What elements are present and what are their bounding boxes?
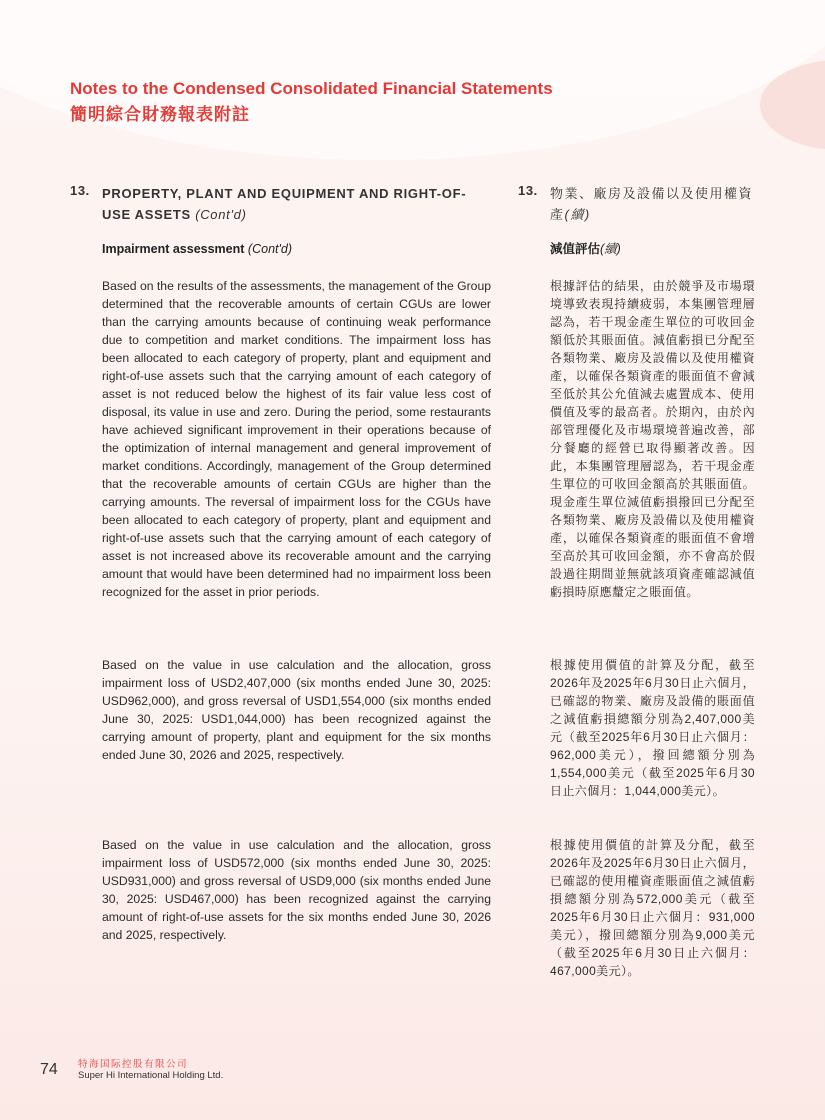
subsection-title-text: Impairment assessment <box>102 242 245 256</box>
paragraph-zh-2: 根據使用價值的計算及分配，截至2026年及2025年6月30日止六個月，已確認的物業、廠房及設備的賬面值之減值虧損總額分別為2,407,000美元（截至2025年6月30日止六個月：962,000美元），撥回總額分別為1,554,000美元（截至2025年6月30日止六個月：1,044,000美元）。 <box>550 658 755 798</box>
subsection-title <box>102 239 491 259</box>
section-number-zh: 13. <box>518 183 538 198</box>
paragraph-zh-1: 根據評估的結果，由於競爭及市場環境導致表現持續疲弱，本集團管理層認為，若干現金產生單位的可收回金額低於其賬面值。減值虧損已分配至各類物業、廠房及設備以及使用權資產，以確保各類資產的賬面值不會減至低於其公允值減去處置成本、使用價值及零的最高者。於期內，由於內部管理優化及市場環境普遍改善，部分餐廳的經營已取得顯著改善。因此，本集團管理層認為，若干現金產生單位的可收回金額高於其賬面值。現金產生單位減值虧損撥回已分配至各類物業、廠房及設備以及使用權資產，以確保各類資產的賬面值不會增至高於其可收回金額，亦不會高於假設過往期間並無就該項資產確認減值虧損時原應釐定之賬面值。 <box>550 279 755 599</box>
page-number: 74 <box>40 1061 58 1078</box>
page-title-zh: 簡明綜合財務報表附註 <box>70 105 250 124</box>
company-name-en: Super Hi International Holding Ltd. <box>78 1070 224 1081</box>
english-column <box>70 183 491 259</box>
subsection-title-zh-text: 減值評估 <box>550 242 601 256</box>
subsection-title-suffix: (Cont'd) <box>247 242 292 256</box>
section-title-suffix: (Cont'd) <box>195 207 247 222</box>
section-title-zh <box>550 183 755 225</box>
paragraph-en-1: Based on the results of the assessments, the management of the Group determined that the recoverable amounts of certain CGUs are lower than the carrying amounts because of continuing weak performance due to competition and market conditions. The impairment loss has been allocated to each category of property, plant and equipment and right-of-use assets such that the carrying amount of each category of asset is not reduced below the highest of its fair value less cost of disposal, its value in use and zero. During the period, some restaurants have achieved significant improvement in their operations because of the optimization of internal management and general improvement of market conditions. Accordingly, management of the Group determined that the recoverable amounts of certain CGUs are higher than the carrying amounts. The reversal of impairment loss for the CGUs have been allocated to each category of property, plant and equipment and right-of-use assets such that the carrying amount of each category of asset is not increased above its recoverable amount and the carrying amount that would have been determined had no impairment loss been recognized for the asset in prior periods. <box>102 279 491 599</box>
section-title-zh-suffix: (續) <box>564 207 591 222</box>
section-title-text: PROPERTY, PLANT AND EQUIPMENT AND RIGHT-OF-USE ASSETS <box>102 186 467 222</box>
page-header <box>70 78 553 128</box>
chinese-column <box>518 183 755 259</box>
page-title-en: Notes to the Condensed Consolidated Financial Statements <box>70 79 553 98</box>
subsection-title-zh <box>550 239 755 259</box>
subsection-title-zh-suffix: (續) <box>600 242 621 256</box>
paragraph-zh-3: 根據使用價值的計算及分配，截至2026年及2025年6月30日止六個月，已確認的使用權資產賬面值之減值虧損總額分別為572,000美元（截至2025年6月30日止六個月：931,000美元），撥回總額分別為9,000美元（截至2025年6月30日止六個月：467,000美元）。 <box>550 838 755 978</box>
paragraph-en-3: Based on the value in use calculation and the allocation, gross impairment loss of USD572,000 (six months ended June 30, 2025: USD931,000) and gross reversal of USD9,000 (six months ended June 30, 2025: USD467,000) has been recognized against the carrying amount of right-of-use assets for the six months ended June 30, 2026 and 2025, respectively. <box>102 838 491 942</box>
paragraph-en-2: Based on the value in use calculation and the allocation, gross impairment loss of USD2,407,000 (six months ended June 30, 2025: USD962,000), and gross reversal of USD1,554,000 (six months ended June 30, 2025: USD1,044,000) has been recognized against the carrying amount of property, plant and equipment for the six months ended June 30, 2026 and 2025, respectively. <box>102 658 491 762</box>
section-title <box>102 183 491 225</box>
company-name-zh: 特海国际控股有限公司 <box>78 1059 189 1070</box>
section-number: 13. <box>70 183 90 198</box>
section-title-zh-text: 物業、廠房及設備以及使用權資產 <box>550 186 754 222</box>
